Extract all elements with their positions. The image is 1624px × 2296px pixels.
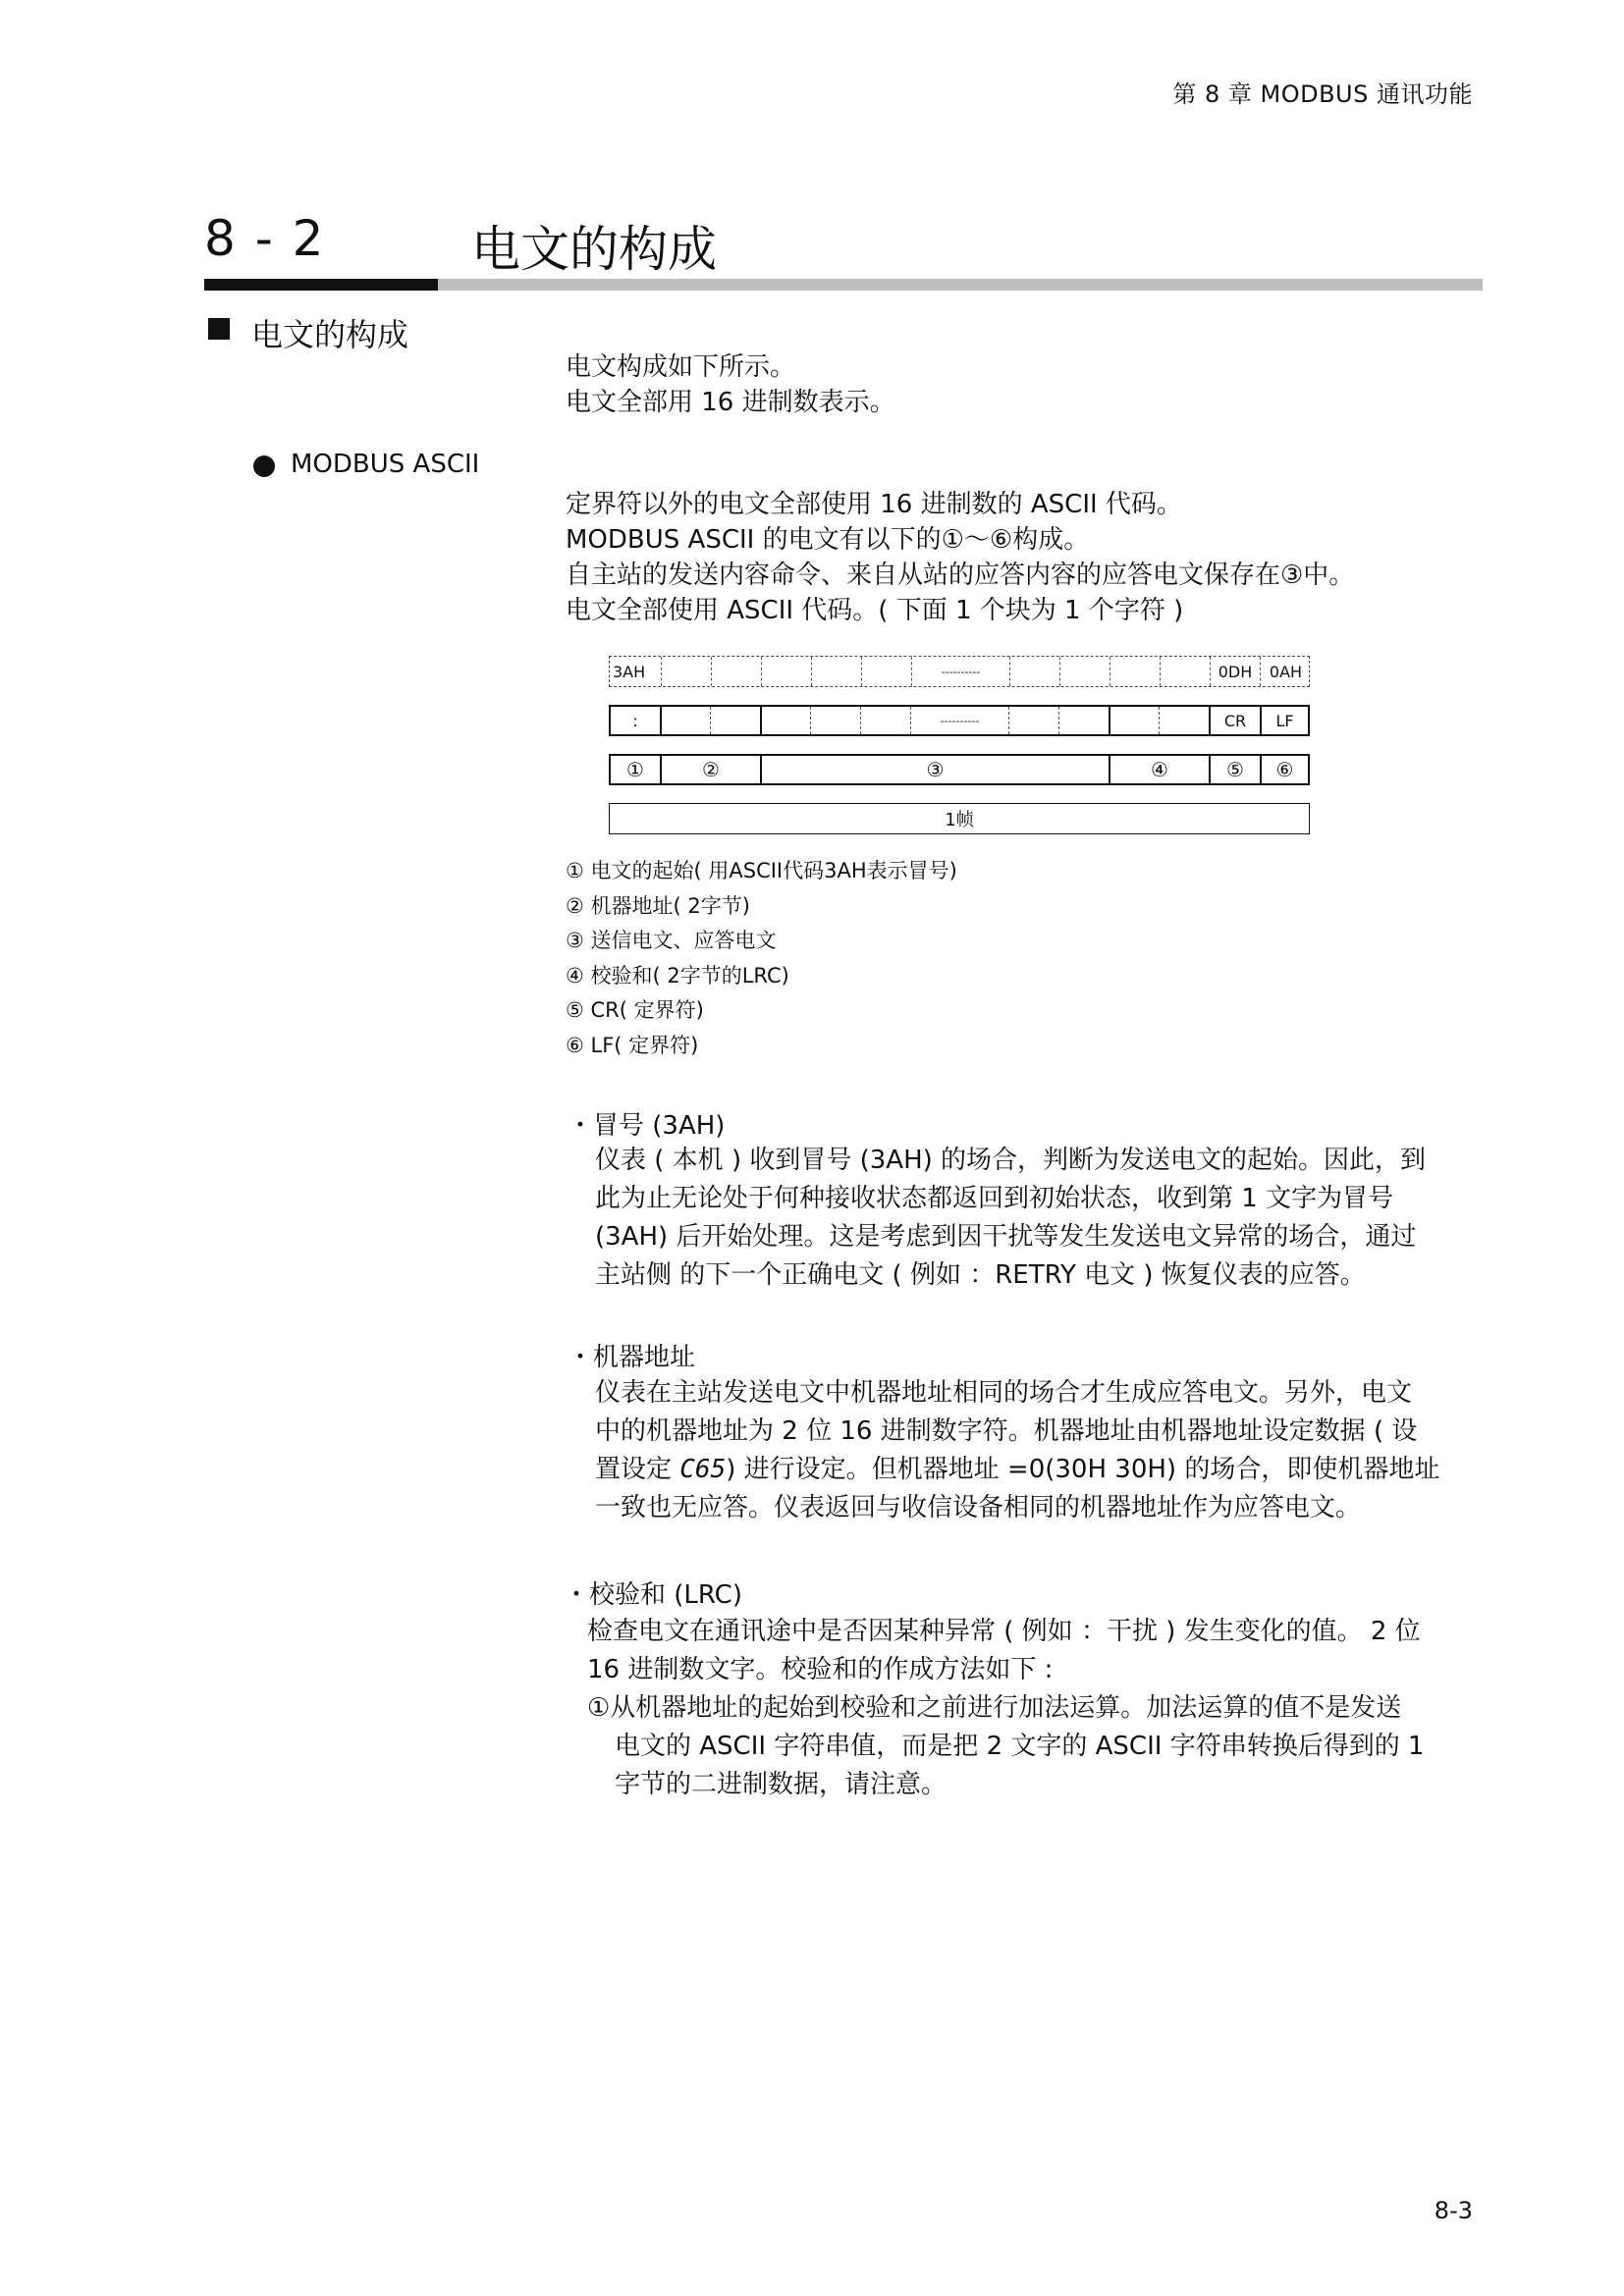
field-row	[609, 754, 1310, 785]
section-number: 8 - 2	[204, 210, 326, 267]
intro-line: 电文全部用 16 进制数表示。	[566, 388, 895, 417]
hex-cr-label: 0DH	[1218, 662, 1253, 681]
legend-item: ⑤ CR( 定界符)	[566, 998, 704, 1022]
segment-code: C65	[679, 1455, 727, 1484]
page-number: 8-3	[1434, 2197, 1473, 2224]
field-label: ①	[626, 758, 644, 781]
colon-section-title: ・冒号 (3AH)	[568, 1111, 726, 1141]
char-lf-cell	[1260, 707, 1308, 734]
address-section-title: ・机器地址	[568, 1343, 696, 1372]
hex-cell	[761, 657, 811, 686]
hex-code-row	[609, 656, 1310, 687]
hex-cell	[661, 657, 711, 686]
hex-start-cell	[610, 657, 661, 686]
checksum-item-1	[587, 1689, 1479, 1804]
legend-item: ④ 校验和( 2字节的LRC)	[566, 963, 789, 988]
legend-item: ① 电文的起始( 用ASCII代码3AH表示冒号)	[566, 859, 957, 882]
char-cell	[810, 707, 860, 734]
section-rule-accent	[204, 279, 438, 291]
hex-cell	[711, 657, 761, 686]
body-line: 仪表 ( 本机 ) 收到冒号 (3AH) 的场合，判断为发送电文的起始。因此，到	[595, 1146, 1427, 1175]
frame-row	[609, 803, 1310, 834]
field-label: ④	[1151, 758, 1168, 781]
hex-cell	[1059, 657, 1110, 686]
character-row	[609, 705, 1310, 736]
subsection-title: 电文的构成	[251, 316, 409, 353]
field-label: ②	[702, 758, 720, 781]
field-cell	[660, 756, 760, 783]
hex-cell	[1110, 657, 1160, 686]
legend-list	[566, 854, 957, 1063]
field-cell	[1109, 756, 1209, 783]
body-text: ) 进行设定。但机器地址 =0(30H 30H) 的场合，即使机器地址	[726, 1455, 1440, 1484]
modbus-ascii-description	[566, 487, 1354, 628]
body-line: 16 进制数文字。校验和的作成方法如下 :	[587, 1655, 1054, 1684]
hex-cr-cell	[1210, 657, 1260, 686]
circle-bullet-icon	[253, 455, 275, 477]
frame-cell	[610, 804, 1309, 833]
char-cell	[1058, 707, 1109, 734]
char-cell	[710, 707, 760, 734]
char-cell	[760, 707, 810, 734]
body-line: (3AH) 后开始处理。这是考虑到因干扰等发生发送电文异常的场合，通过	[595, 1222, 1417, 1252]
hex-lf-cell	[1260, 657, 1311, 686]
char-cr: CR	[1223, 711, 1247, 730]
body-line: 字节的二进制数据，请注意。	[615, 1770, 947, 1799]
char-colon: :	[632, 711, 638, 730]
hex-cell	[861, 657, 911, 686]
hex-lf-label: 0AH	[1269, 662, 1303, 681]
char-colon-cell	[611, 707, 660, 734]
description-line: 定界符以外的电文全部使用 16 进制数的 ASCII 代码。	[566, 490, 1182, 519]
body-text: 置设定	[595, 1455, 680, 1484]
char-cell	[1159, 707, 1209, 734]
char-ellipsis: ----------	[940, 714, 980, 727]
char-cell	[1008, 707, 1058, 734]
field-cell	[760, 756, 1109, 783]
intro-paragraph	[566, 349, 895, 420]
char-cell	[660, 707, 710, 734]
hex-cell	[1160, 657, 1210, 686]
hex-ellipsis: ----------	[941, 665, 981, 678]
intro-line: 电文构成如下所示。	[566, 352, 796, 382]
char-cell	[860, 707, 910, 734]
body-line: 中的机器地址为 2 位 16 进制数字符。机器地址由机器地址设定数据 ( 设	[595, 1416, 1418, 1446]
address-section-body	[595, 1374, 1479, 1527]
body-line: 电文的 ASCII 字符串值，而是把 2 文字的 ASCII 字符串转换后得到的 1	[615, 1732, 1425, 1761]
body-line: 此为止无论处于何种接收状态都返回到初始状态，收到第 1 文字为冒号	[595, 1184, 1394, 1213]
hex-start-label: 3AH	[613, 662, 646, 681]
body-line	[595, 1451, 1479, 1489]
hex-ellipsis-cell	[911, 657, 1009, 686]
legend-item: ② 机器地址( 2字节)	[566, 893, 750, 918]
legend-item: ⑥ LF( 定界符)	[566, 1033, 699, 1057]
hex-cell	[1009, 657, 1059, 686]
char-cell	[1109, 707, 1159, 734]
field-label: ③	[926, 758, 945, 781]
body-line: 检查电文在通讯途中是否因某种异常 ( 例如 ：干扰 ) 发生变化的值。 2 位	[587, 1617, 1421, 1646]
description-line: MODBUS ASCII 的电文有以下的①～⑥构成。	[566, 525, 1090, 555]
running-header: 第 8 章 MODBUS 通讯功能	[1172, 80, 1473, 108]
body-line: ①从机器地址的起始到校验和之前进行加法运算。加法运算的值不是发送	[587, 1693, 1402, 1723]
modbus-ascii-label: MODBUS ASCII	[291, 450, 480, 479]
body-line: 仪表在主站发送电文中机器地址相同的场合才生成应答电文。另外，电文	[595, 1378, 1413, 1408]
char-lf: LF	[1275, 711, 1294, 730]
field-label: ⑤	[1226, 758, 1244, 781]
field-cell	[1209, 756, 1260, 783]
square-bullet-icon	[208, 318, 230, 340]
body-line: 主站侧 的下一个正确电文 ( 例如 ：RETRY 电文 ) 恢复仪表的应答。	[595, 1260, 1366, 1290]
char-cr-cell	[1209, 707, 1260, 734]
char-ellipsis-cell	[910, 707, 1008, 734]
colon-section-body	[595, 1142, 1479, 1295]
description-line: 自主站的发送内容命令、来自从站的应答内容的应答电文保存在③中。	[566, 561, 1355, 590]
field-cell	[1260, 756, 1308, 783]
field-label: ⑥	[1275, 758, 1294, 781]
section-title: 电文的构成	[471, 221, 717, 278]
body-line: 一致也无应答。仪表返回与收信设备相同的机器地址作为应答电文。	[595, 1493, 1362, 1522]
frame-label: 1帧	[945, 810, 974, 830]
hex-cell	[811, 657, 861, 686]
description-line: 电文全部使用 ASCII 代码。( 下面 1 个块为 1 个字符 )	[566, 596, 1184, 625]
checksum-section-body	[587, 1613, 1479, 1689]
field-cell	[611, 756, 660, 783]
checksum-section-title: ・校验和 (LRC)	[564, 1580, 742, 1610]
legend-item: ③ 送信电文、应答电文	[566, 929, 777, 952]
